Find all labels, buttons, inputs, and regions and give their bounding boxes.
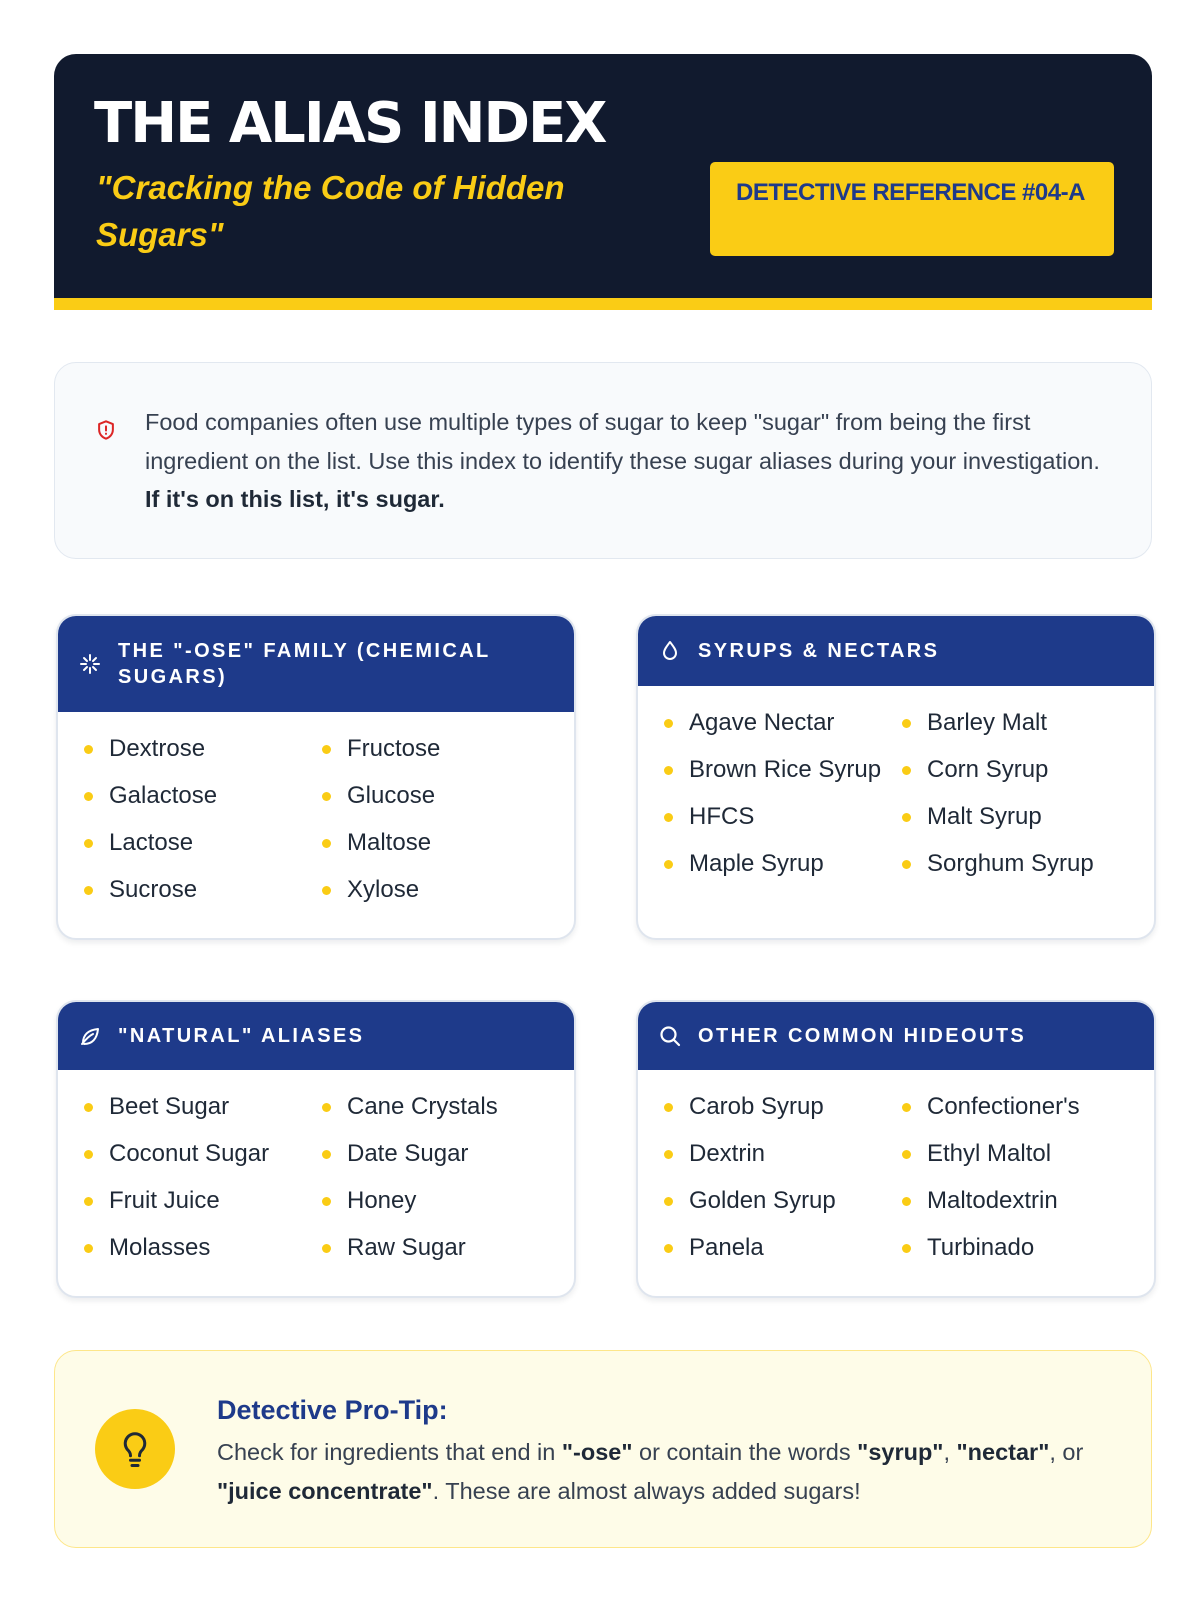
list-item xyxy=(902,800,1140,847)
list-item xyxy=(902,1231,1140,1278)
bullet-dot xyxy=(902,1197,911,1206)
bullet-dot xyxy=(84,886,93,895)
bullet-dot xyxy=(84,839,93,848)
category-title: "NATURAL" ALIASES xyxy=(118,1025,365,1047)
list-item xyxy=(902,1137,1140,1184)
list-item xyxy=(664,1184,902,1231)
alias-name: Honey xyxy=(347,1187,417,1214)
bullet-dot xyxy=(664,860,673,869)
alias-name: Fruit Juice xyxy=(109,1187,220,1214)
alias-name: Brown Rice Syrup xyxy=(689,756,882,783)
alias-name: Agave Nectar xyxy=(689,709,835,736)
list-item xyxy=(84,1231,322,1278)
bullet-dot xyxy=(84,1103,93,1112)
alias-name: Sucrose xyxy=(109,876,198,903)
bullet-dot xyxy=(664,1103,673,1112)
alias-name: Corn Syrup xyxy=(927,756,1049,783)
intro-emphasis: If it's on this list, it's sugar. xyxy=(145,486,445,512)
alias-name: Barley Malt xyxy=(927,709,1048,736)
lightbulb-icon xyxy=(117,1429,153,1469)
alias-name: Glucose xyxy=(347,782,436,809)
alias-name: Maltodextrin xyxy=(927,1187,1058,1214)
bullet-dot xyxy=(664,719,673,728)
bullet-dot xyxy=(664,1150,673,1159)
list-item xyxy=(322,1231,560,1278)
category-header xyxy=(58,616,574,712)
bullet-dot xyxy=(902,860,911,869)
list-item xyxy=(664,1231,902,1278)
list-item xyxy=(664,800,902,847)
bullet-dot xyxy=(902,813,911,822)
bullet-dot xyxy=(322,839,331,848)
alias-name: Turbinado xyxy=(927,1234,1035,1261)
alias-name: Dextrose xyxy=(109,735,206,762)
list-item xyxy=(84,1184,322,1231)
intro-body: Food companies often use multiple types of sugar to keep "sugar" from being the first ingredient on the list. Use this index to identify these sugar aliases during your investigation. xyxy=(145,409,1100,474)
list-item xyxy=(902,1184,1140,1231)
tip-text-part: or contain the words xyxy=(632,1439,858,1465)
category-card-ose-family xyxy=(56,614,576,940)
alias-name: Golden Syrup xyxy=(689,1187,836,1214)
alias-name: Panela xyxy=(689,1234,764,1261)
category-title: OTHER COMMON HIDEOUTS xyxy=(698,1025,1027,1047)
bullet-dot xyxy=(84,1150,93,1159)
list-item xyxy=(664,1137,902,1184)
list-item xyxy=(322,1090,560,1137)
tip-text-part: , or xyxy=(1049,1439,1084,1465)
bullet-dot xyxy=(322,1197,331,1206)
tip-text-part: Check for ingredients that end in xyxy=(217,1439,562,1465)
category-title: THE "-OSE" FAMILY (CHEMICAL SUGARS) xyxy=(118,640,491,688)
tip-keyword: "-ose" xyxy=(561,1439,633,1465)
alias-name: Maple Syrup xyxy=(689,850,824,877)
alias-name: Malt Syrup xyxy=(927,803,1042,830)
tip-keyword: "juice concentrate" xyxy=(217,1477,433,1504)
bullet-dot xyxy=(322,745,331,754)
bullet-dot xyxy=(84,1197,93,1206)
alias-name: Xylose xyxy=(347,876,420,903)
list-item xyxy=(902,847,1140,894)
bullet-dot xyxy=(664,1244,673,1253)
bullet-dot xyxy=(902,1150,911,1159)
list-item xyxy=(322,732,560,779)
list-item xyxy=(664,753,902,800)
alias-name: Cane Crystals xyxy=(347,1093,498,1120)
alias-name: Fructose xyxy=(347,735,441,762)
list-item xyxy=(902,706,1140,753)
list-item xyxy=(322,873,560,920)
pro-tip-box xyxy=(54,1350,1152,1548)
tip-keyword: "nectar" xyxy=(956,1439,1050,1465)
list-item xyxy=(84,826,322,873)
header-banner xyxy=(54,54,1152,310)
bullet-dot xyxy=(322,792,331,801)
bullet-dot xyxy=(84,1244,93,1253)
alias-name: Dextrin xyxy=(689,1140,766,1167)
category-card-other-hideouts xyxy=(636,1000,1156,1298)
bullet-dot xyxy=(902,1244,911,1253)
list-item xyxy=(322,1137,560,1184)
alias-list xyxy=(58,712,574,920)
droplet-icon xyxy=(658,639,682,663)
tip-keyword: "syrup" xyxy=(857,1439,944,1465)
intro-notice xyxy=(54,362,1152,559)
alias-name: Maltose xyxy=(347,829,432,856)
alias-name: Coconut Sugar xyxy=(109,1140,270,1167)
alias-name: Date Sugar xyxy=(347,1140,469,1167)
search-icon xyxy=(658,1024,682,1048)
alias-name: HFCS xyxy=(689,803,755,830)
list-item xyxy=(84,779,322,826)
intro-text xyxy=(145,403,1120,519)
alias-name: Galactose xyxy=(109,782,218,809)
alias-name: Carob Syrup xyxy=(689,1093,824,1120)
alias-name: Sorghum Syrup xyxy=(927,850,1094,877)
category-title: SYRUPS & NECTARS xyxy=(698,640,940,662)
shield-alert-icon xyxy=(95,419,117,441)
bullet-dot xyxy=(84,745,93,754)
list-item xyxy=(664,1090,902,1137)
list-item xyxy=(902,753,1140,800)
tip-text-part: . These are almost always added sugars! xyxy=(432,1477,861,1504)
leaf-icon xyxy=(78,1024,102,1048)
bullet-dot xyxy=(322,1244,331,1253)
list-item xyxy=(902,1090,1140,1137)
alias-name: Beet Sugar xyxy=(109,1093,230,1120)
alias-list xyxy=(638,686,1154,894)
tip-title: Detective Pro-Tip: xyxy=(217,1395,448,1425)
category-header xyxy=(638,1002,1154,1070)
alias-list xyxy=(58,1070,574,1278)
category-header xyxy=(638,616,1154,686)
list-item xyxy=(84,873,322,920)
category-header xyxy=(58,1002,574,1070)
bullet-dot xyxy=(902,766,911,775)
tip-icon-badge xyxy=(95,1409,175,1489)
alias-name: Ethyl Maltol xyxy=(927,1140,1052,1167)
list-item xyxy=(84,1090,322,1137)
alias-name: Molasses xyxy=(109,1234,211,1261)
bullet-dot xyxy=(664,1197,673,1206)
alias-name: Confectioner's xyxy=(927,1093,1080,1120)
bullet-dot xyxy=(84,792,93,801)
bullet-dot xyxy=(902,1103,911,1112)
bullet-dot xyxy=(322,1150,331,1159)
bullet-dot xyxy=(664,813,673,822)
bullet-dot xyxy=(664,766,673,775)
alias-list xyxy=(638,1070,1154,1278)
bullet-dot xyxy=(322,886,331,895)
page-title: THE ALIAS INDEX xyxy=(94,91,606,156)
category-card-natural xyxy=(56,1000,576,1298)
list-item xyxy=(84,732,322,779)
list-item xyxy=(84,1137,322,1184)
tip-text-part: , xyxy=(943,1439,957,1465)
category-card-syrups xyxy=(636,614,1156,940)
sparkle-icon xyxy=(78,652,102,676)
alias-name: Lactose xyxy=(109,829,194,856)
list-item xyxy=(322,1184,560,1231)
list-item xyxy=(322,826,560,873)
list-item xyxy=(664,706,902,753)
bullet-dot xyxy=(322,1103,331,1112)
tip-text xyxy=(217,1433,1097,1510)
list-item xyxy=(664,847,902,894)
list-item xyxy=(322,779,560,826)
bullet-dot xyxy=(902,719,911,728)
page-subtitle: "Cracking the Code of Hidden Sugars" xyxy=(96,169,565,253)
alias-name: Raw Sugar xyxy=(347,1234,466,1261)
reference-badge: DETECTIVE REFERENCE #04-A xyxy=(710,162,1114,256)
